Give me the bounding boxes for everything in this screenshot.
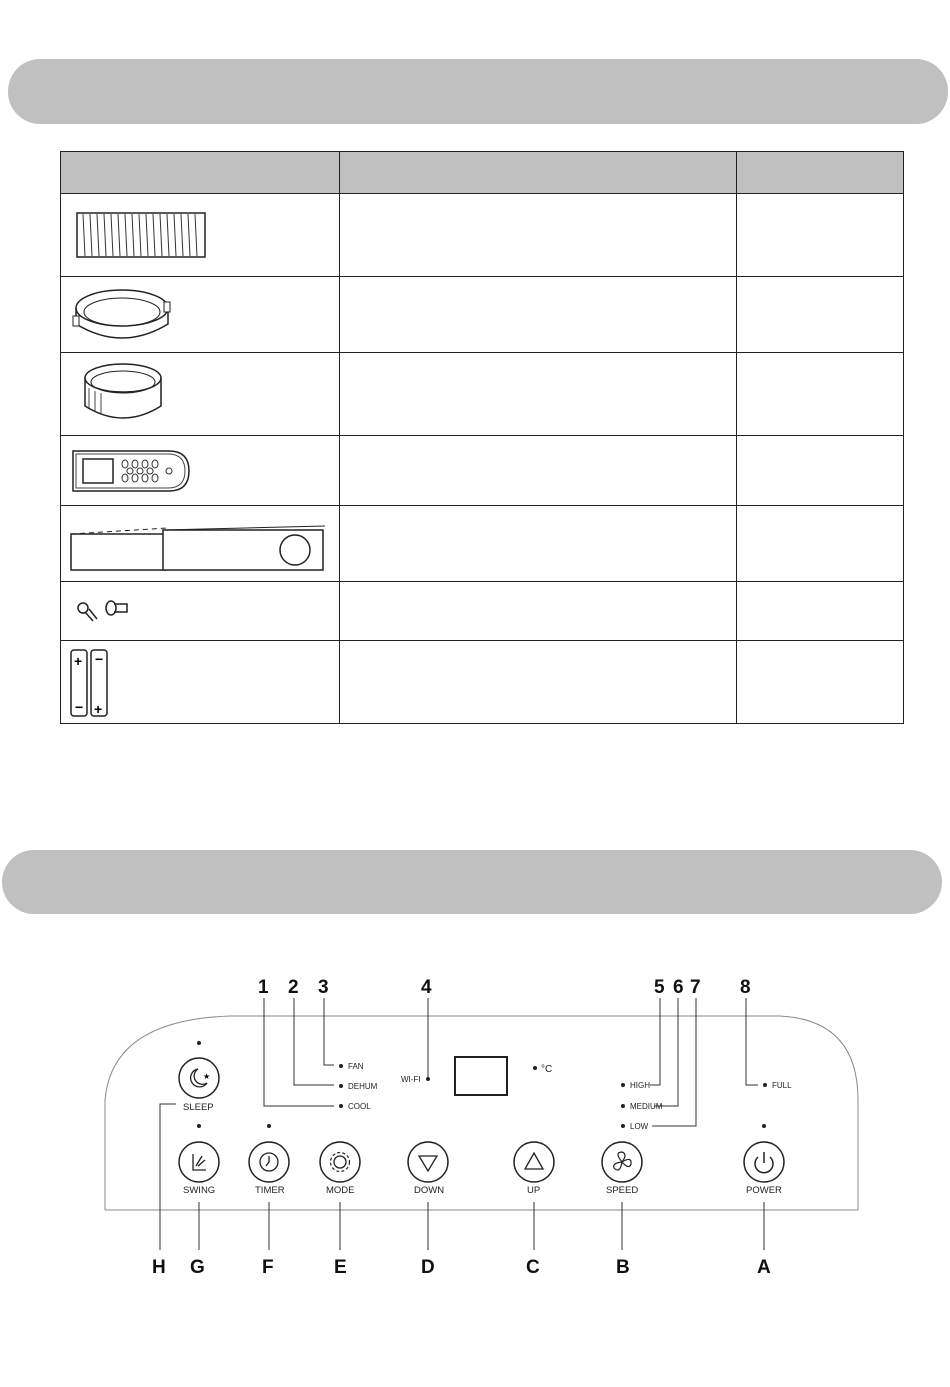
- down-button[interactable]: [408, 1142, 448, 1182]
- svg-text:+: +: [94, 701, 103, 717]
- table-cell-quantity: [737, 353, 904, 436]
- callout-7: 7: [690, 977, 701, 998]
- celsius-indicator-dot: [533, 1066, 537, 1070]
- full-indicator-dot: [763, 1083, 767, 1087]
- swing-button[interactable]: [179, 1142, 219, 1182]
- wifi-indicator-dot: [426, 1077, 430, 1081]
- svg-text:−: −: [95, 651, 104, 667]
- section-header-bar-middle: [2, 850, 942, 914]
- celsius-indicator-label: °C: [541, 1064, 553, 1075]
- timer-status-dot: [267, 1124, 271, 1128]
- hose-adapter-icon: [71, 358, 181, 430]
- callout-E: E: [334, 1257, 347, 1278]
- callout-4: 4: [421, 977, 432, 998]
- window-adapter-icon: [69, 282, 179, 348]
- table-cell-image: [61, 641, 340, 724]
- accessories-table: [60, 151, 904, 724]
- callout-3: 3: [318, 977, 329, 998]
- up-button-label: UP: [527, 1185, 541, 1196]
- low-indicator-dot: [621, 1124, 625, 1128]
- header-cell-description: [340, 152, 737, 194]
- table-cell-description: [340, 194, 737, 277]
- header-cell-part: [61, 152, 340, 194]
- medium-indicator-label: MEDIUM: [630, 1102, 663, 1111]
- table-cell-quantity: [737, 582, 904, 641]
- screws-icon: [71, 591, 151, 631]
- remote-control-icon: [69, 445, 199, 497]
- table-cell-image: [61, 506, 340, 582]
- table-cell-description: [340, 436, 737, 506]
- callout-H: H: [152, 1257, 166, 1278]
- section-header-bar-top: [8, 59, 948, 124]
- table-cell-quantity: [737, 506, 904, 582]
- speed-button-label: SPEED: [606, 1185, 639, 1196]
- callout-A: A: [757, 1257, 771, 1278]
- callout-2: 2: [288, 977, 299, 998]
- table-row: [61, 436, 904, 506]
- speed-button[interactable]: [602, 1142, 642, 1182]
- high-indicator-dot: [621, 1083, 625, 1087]
- power-button[interactable]: [744, 1142, 784, 1182]
- table-cell-quantity: [737, 436, 904, 506]
- sleep-status-dot: [197, 1041, 201, 1045]
- callout-8: 8: [740, 977, 751, 998]
- table-cell-description: [340, 641, 737, 724]
- callout-F: F: [262, 1257, 274, 1278]
- timer-button[interactable]: [249, 1142, 289, 1182]
- cool-indicator-dot: [339, 1104, 343, 1108]
- table-row: [61, 641, 904, 724]
- callout-1: 1: [258, 977, 269, 998]
- svg-text:+: +: [74, 653, 83, 669]
- table-cell-image: [61, 436, 340, 506]
- table-cell-description: [340, 277, 737, 353]
- fan-indicator-label: FAN: [348, 1062, 364, 1071]
- down-button-label: DOWN: [414, 1185, 445, 1196]
- table-row: [61, 582, 904, 641]
- wifi-indicator-label: WI-FI: [401, 1075, 421, 1084]
- star-icon: ★: [203, 1072, 211, 1081]
- table-row: [61, 277, 904, 353]
- svg-text:−: −: [75, 699, 84, 715]
- power-button-label: POWER: [746, 1185, 782, 1196]
- up-button[interactable]: [514, 1142, 554, 1182]
- sleep-button-label: SLEEP: [183, 1102, 214, 1113]
- high-indicator-label: HIGH: [630, 1081, 650, 1090]
- table-cell-image: [61, 194, 340, 277]
- cool-indicator-label: COOL: [348, 1102, 371, 1111]
- header-cell-quantity: [737, 152, 904, 194]
- digital-display: [455, 1057, 507, 1095]
- table-cell-quantity: [737, 641, 904, 724]
- table-cell-description: [340, 506, 737, 582]
- callout-G: G: [190, 1257, 205, 1278]
- table-header-row: [61, 152, 904, 194]
- table-cell-image: [61, 277, 340, 353]
- panel-outline: [105, 1016, 858, 1210]
- control-panel-diagram: [0, 960, 950, 1300]
- sleep-button[interactable]: [179, 1058, 219, 1098]
- batteries-icon: [67, 644, 127, 720]
- callout-D: D: [421, 1257, 435, 1278]
- mode-button[interactable]: [320, 1142, 360, 1182]
- table-cell-description: [340, 582, 737, 641]
- callout-C: C: [526, 1257, 540, 1278]
- table-cell-image: [61, 353, 340, 436]
- power-status-dot: [762, 1124, 766, 1128]
- callout-B: B: [616, 1257, 630, 1278]
- callout-5: 5: [654, 977, 665, 998]
- window-slider-kit-icon: [67, 514, 337, 574]
- callout-6: 6: [673, 977, 684, 998]
- swing-status-dot: [197, 1124, 201, 1128]
- exhaust-hose-icon: [75, 205, 225, 265]
- table-cell-description: [340, 353, 737, 436]
- dehum-indicator-label: DEHUM: [348, 1082, 378, 1091]
- timer-button-label: TIMER: [255, 1185, 285, 1196]
- table-row: [61, 506, 904, 582]
- full-indicator-label: FULL: [772, 1081, 792, 1090]
- table-cell-image: [61, 582, 340, 641]
- medium-indicator-dot: [621, 1104, 625, 1108]
- table-row: [61, 353, 904, 436]
- swing-button-label: SWING: [183, 1185, 216, 1196]
- mode-button-label: MODE: [326, 1185, 355, 1196]
- table-row: [61, 194, 904, 277]
- table-cell-quantity: [737, 277, 904, 353]
- low-indicator-label: LOW: [630, 1122, 649, 1131]
- fan-indicator-dot: [339, 1064, 343, 1068]
- dehum-indicator-dot: [339, 1084, 343, 1088]
- table-cell-quantity: [737, 194, 904, 277]
